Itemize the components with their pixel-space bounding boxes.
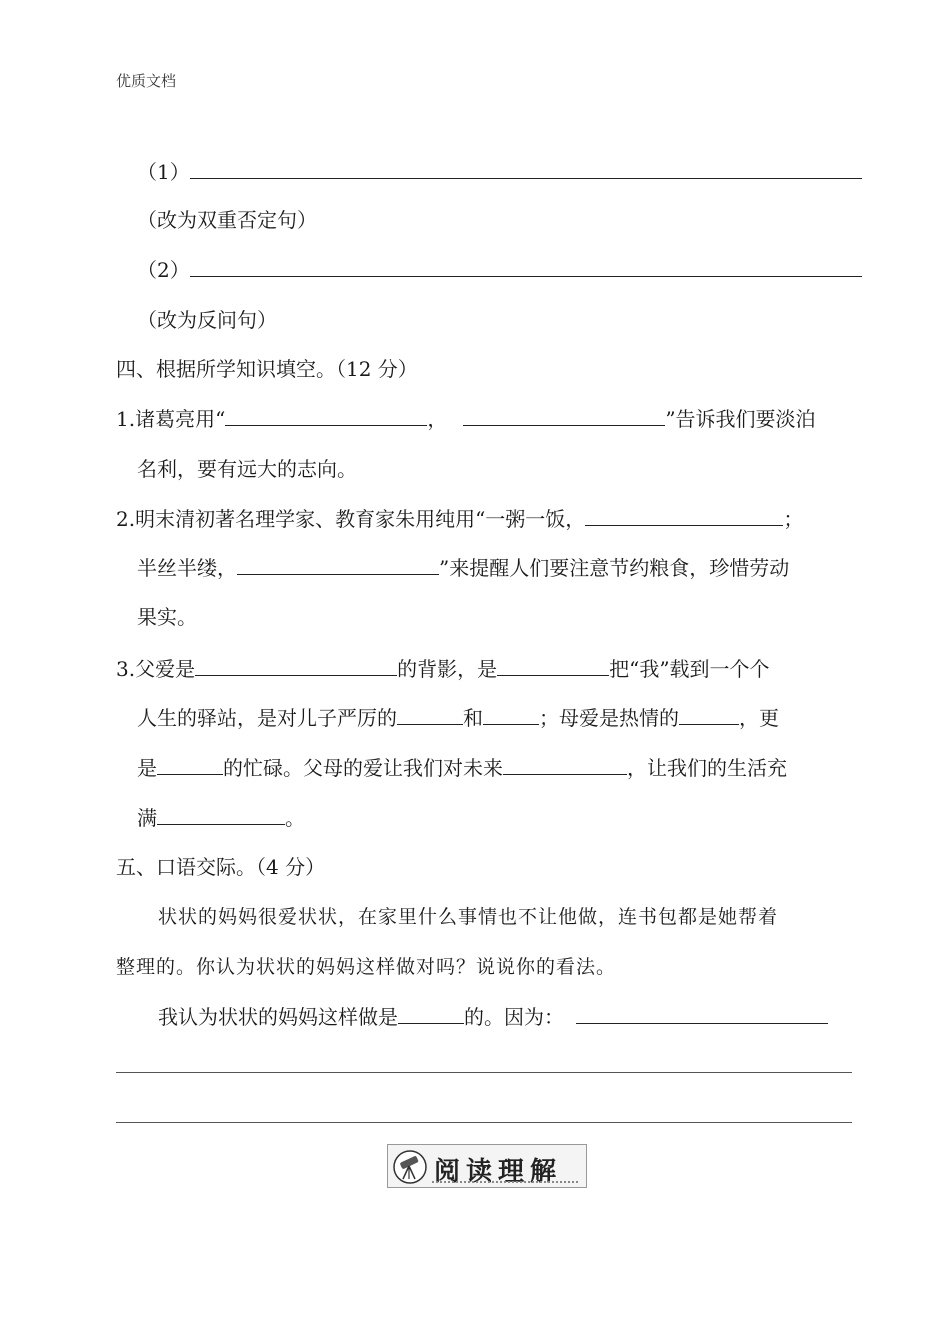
- question-3-line-3: 是 的忙碌。父母的爱让我们对未来 ，让我们的生活充: [137, 756, 787, 780]
- rewrite-item-1: [137, 158, 862, 186]
- answer-blank[interactable]: [190, 256, 862, 277]
- answer-blank[interactable]: [503, 754, 627, 775]
- question-3-line-2: 人生的驿站，是对儿子严厉的 和 ；母爱是热情的 ，更: [137, 706, 779, 730]
- answer-blank[interactable]: [190, 158, 862, 179]
- question-1-line-1: 1.诸葛亮用“ ， ”告诉我们要淡泊: [116, 407, 816, 431]
- passage-line-2: 整理的。你认为状状的妈妈这样做对吗？说说你的看法。: [116, 956, 617, 978]
- badge-underline: [432, 1181, 578, 1183]
- question-3-line-4: 满 。: [137, 806, 305, 830]
- reading-comprehension-badge: [387, 1144, 587, 1188]
- section-4-title: 四、根据所学知识填空。（12 分）: [116, 357, 418, 381]
- answer-blank[interactable]: [157, 754, 223, 775]
- question-2-line-3: 果实。: [137, 605, 197, 629]
- answer-blank[interactable]: [398, 1003, 464, 1024]
- question-3-line-1: 3.父爱是 的背影，是 把“我”载到一个个: [116, 657, 770, 681]
- rewrite-note-1: （改为双重否定句）: [137, 208, 317, 232]
- question-2-line-2: 半丝半缕， ”来提醒人们要注意节约粮食，珍惜劳动: [137, 556, 790, 580]
- telescope-icon: [392, 1149, 428, 1185]
- answer-rule[interactable]: [116, 1122, 852, 1123]
- answer-blank[interactable]: [497, 655, 609, 676]
- question-2-line-1: 2.明末清初著名理学家、教育家朱用纯用“一粥一饭， ；: [116, 507, 804, 531]
- question-1-line-2: 名利，要有远大的志向。: [137, 457, 357, 481]
- answer-blank[interactable]: [225, 405, 427, 426]
- answer-blank[interactable]: [483, 704, 539, 725]
- passage-line-1: 状状的妈妈很爱状状，在家里什么事情也不让他做，连书包都是她帮着: [158, 906, 779, 928]
- item-number: （2）: [137, 258, 190, 282]
- section-5-title: 五、口语交际。（4 分）: [116, 855, 326, 879]
- page-header: 优质文档: [116, 72, 177, 90]
- rewrite-note-2: （改为反问句）: [137, 308, 277, 332]
- answer-blank[interactable]: [237, 554, 439, 575]
- answer-line: 我认为状状的妈妈这样做是 的。因为：: [158, 1003, 828, 1031]
- answer-blank[interactable]: [157, 804, 285, 825]
- badge-title: 阅读理解: [434, 1157, 563, 1187]
- answer-blank[interactable]: [195, 655, 397, 676]
- answer-blank[interactable]: [585, 505, 783, 526]
- item-number: （1）: [137, 160, 190, 184]
- answer-rule[interactable]: [116, 1072, 852, 1073]
- answer-blank[interactable]: [576, 1003, 828, 1024]
- answer-blank[interactable]: [397, 704, 463, 725]
- answer-blank[interactable]: [463, 405, 665, 426]
- rewrite-item-2: [137, 256, 862, 284]
- answer-blank[interactable]: [679, 704, 739, 725]
